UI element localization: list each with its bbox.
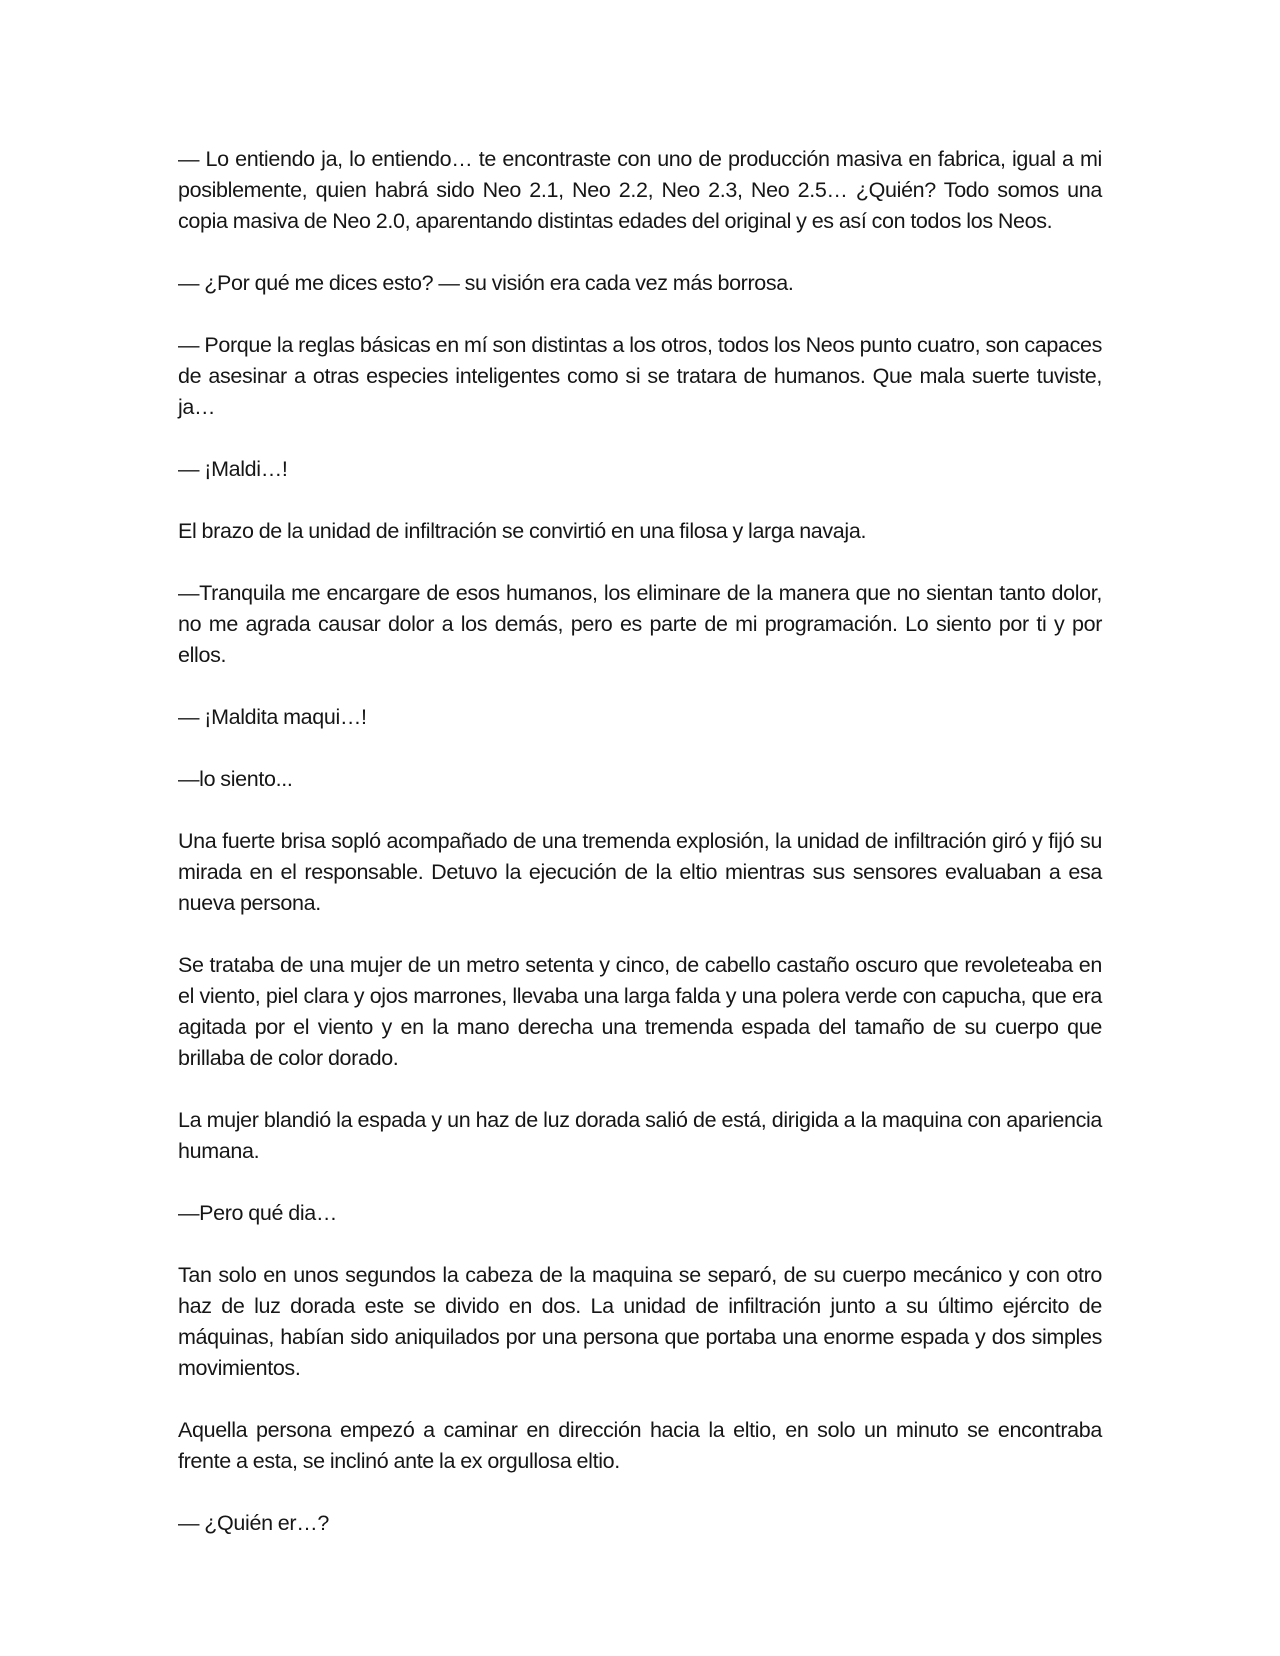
paragraph-dialogue-4: — ¡Maldi…! <box>178 457 288 481</box>
paragraph-narration-4: La mujer blandió la espada y un haz de luz dorada salió de está, dirigida a la maquina con apariencia humana. <box>178 1108 1102 1163</box>
paragraph-dialogue-6: — ¡Maldita maqui…! <box>178 705 367 729</box>
paragraph-dialogue-2: — ¿Por qué me dices esto? — su visión era cada vez más borrosa. <box>178 271 794 295</box>
document-page <box>178 144 1102 1570</box>
paragraph-narration-6: Aquella persona empezó a caminar en dirección hacia la eltio, en solo un minuto se encontraba frente a esta, se inclinó ante la ex orgullosa eltio. <box>178 1418 1102 1473</box>
paragraph-narration-3: Se trataba de una mujer de un metro setenta y cinco, de cabello castaño oscuro que revoleteaba en el viento, piel clara y ojos marrones, llevaba una larga falda y una polera verde con capucha, que era agitada por el viento y en la mano derecha una tremenda espada del tamaño de su cuerpo que brillaba de color dorado. <box>178 953 1102 1070</box>
paragraph-dialogue-3: — Porque la reglas básicas en mí son distintas a los otros, todos los Neos punto cuatro, son capaces de asesinar a otras especies inteligentes como si se tratara de humanos. Que mala suerte tuviste, ja… <box>178 333 1102 419</box>
paragraph-dialogue-8: —Pero qué dia… <box>178 1201 338 1225</box>
paragraph-narration-2: Una fuerte brisa sopló acompañado de una tremenda explosión, la unidad de infiltración giró y fijó su mirada en el responsable. Detuvo la ejecución de la eltio mientras sus sensores evaluaban a esa nueva persona. <box>178 829 1102 915</box>
paragraph-dialogue-5: —Tranquila me encargare de esos humanos, los eliminare de la manera que no sientan tanto dolor, no me agrada causar dolor a los demás, pero es parte de mi programación. Lo siento por ti y por ellos. <box>178 581 1102 667</box>
paragraph-narration-1: El brazo de la unidad de infiltración se convirtió en una filosa y larga navaja. <box>178 519 867 543</box>
paragraph-dialogue-9: — ¿Quién er…? <box>178 1511 329 1535</box>
paragraph-narration-5: Tan solo en unos segundos la cabeza de la maquina se separó, de su cuerpo mecánico y con otro haz de luz dorada este se divido en dos. La unidad de infiltración junto a su último ejército de máquinas, habían sido aniquilados por una persona que portaba una enorme espada y dos simples movimientos. <box>178 1263 1102 1380</box>
paragraph-dialogue-7: —lo siento... <box>178 767 293 791</box>
paragraph-dialogue-1: — Lo entiendo ja, lo entiendo… te encontraste con uno de producción masiva en fabrica, igual a mi posiblemente, quien habrá sido Neo 2.1, Neo 2.2, Neo 2.3, Neo 2.5… ¿Quién? Todo somos una copia masiva de Neo 2.0, aparentando distintas edades del original y es así con todos los Neos. <box>178 147 1102 233</box>
